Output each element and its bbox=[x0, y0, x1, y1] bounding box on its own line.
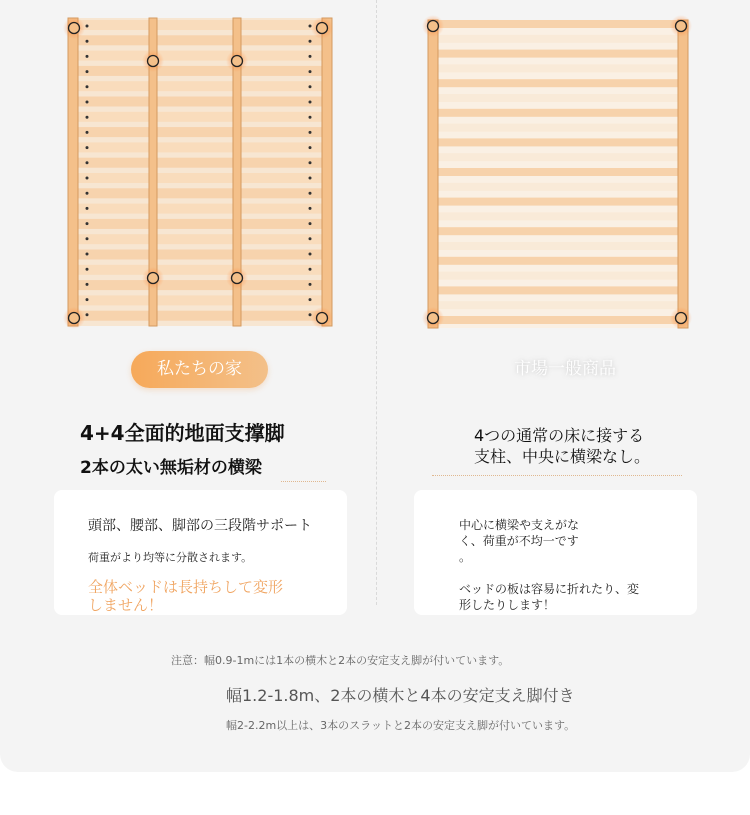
market-card-text-4: ベッドの板は容易に折れたり、変 bbox=[459, 582, 640, 596]
slat bbox=[78, 295, 322, 305]
support-leg bbox=[232, 273, 243, 284]
screw-dot bbox=[86, 253, 89, 256]
slat bbox=[78, 20, 322, 30]
slat bbox=[438, 257, 678, 265]
our-heading-line1: 4+4全面的地面支撑脚 bbox=[80, 421, 285, 445]
slat bbox=[78, 280, 322, 290]
market-card-text-2: く、荷重が不均一です bbox=[459, 534, 579, 548]
screw-dot bbox=[86, 55, 89, 58]
slat bbox=[78, 81, 322, 91]
slat bbox=[438, 64, 678, 72]
slat bbox=[438, 316, 678, 324]
screw-dot bbox=[309, 237, 312, 240]
support-leg bbox=[317, 23, 328, 34]
slat bbox=[438, 124, 678, 132]
our-card-title: 頭部、腰部、脚部の三段階サポート bbox=[88, 518, 312, 534]
screw-dot bbox=[86, 85, 89, 88]
slat bbox=[438, 301, 678, 309]
slat bbox=[78, 35, 322, 45]
screw-dot bbox=[86, 131, 89, 134]
screw-dot bbox=[309, 222, 312, 225]
slat bbox=[78, 311, 322, 321]
screw-dot bbox=[86, 268, 89, 271]
market-bed-frame-diagram bbox=[422, 14, 694, 334]
screw-dot bbox=[309, 161, 312, 164]
slat bbox=[78, 112, 322, 122]
support-leg bbox=[148, 56, 159, 67]
screw-dot bbox=[309, 131, 312, 134]
support-leg bbox=[428, 313, 439, 324]
screw-dot bbox=[86, 70, 89, 73]
screw-dot bbox=[309, 313, 312, 316]
slat bbox=[438, 50, 678, 58]
support-leg bbox=[148, 273, 159, 284]
side-rail-right bbox=[678, 20, 688, 328]
slat bbox=[438, 227, 678, 235]
screw-dot bbox=[309, 101, 312, 104]
side-rail-left bbox=[68, 18, 78, 326]
slat bbox=[78, 66, 322, 76]
slat bbox=[78, 204, 322, 214]
slat bbox=[438, 272, 678, 280]
slat bbox=[438, 79, 678, 87]
screw-dot bbox=[309, 268, 312, 271]
screw-dot bbox=[309, 55, 312, 58]
slat bbox=[438, 286, 678, 294]
slat bbox=[438, 212, 678, 220]
screw-dot bbox=[86, 161, 89, 164]
screw-dot bbox=[86, 298, 89, 301]
support-leg bbox=[69, 23, 80, 34]
market-card-text-5: 形したりします！ bbox=[459, 598, 556, 612]
our-product-badge: 私たちの家 bbox=[131, 351, 268, 388]
screw-dot bbox=[86, 313, 89, 316]
screw-dot bbox=[309, 146, 312, 149]
screw-dot bbox=[309, 177, 312, 180]
market-heading-line1: 4つの通常の床に接する bbox=[474, 426, 645, 445]
market-product-badge: 市場一般商品 bbox=[514, 359, 616, 379]
screw-dot bbox=[86, 192, 89, 195]
support-leg bbox=[676, 313, 687, 324]
heading-underline bbox=[432, 475, 682, 476]
slat bbox=[78, 265, 322, 275]
slat bbox=[438, 20, 678, 28]
our-card-subtext: 荷重がより均等に分散されます。 bbox=[88, 551, 253, 564]
support-leg bbox=[317, 313, 328, 324]
support-leg bbox=[232, 56, 243, 67]
market-heading-line2: 支柱、中央に横梁なし。 bbox=[474, 447, 651, 466]
screw-dot bbox=[309, 283, 312, 286]
slats-group bbox=[438, 20, 678, 324]
support-leg bbox=[69, 313, 80, 324]
screw-dot bbox=[86, 222, 89, 225]
slat bbox=[438, 153, 678, 161]
screw-dot bbox=[86, 101, 89, 104]
side-rail-right bbox=[322, 18, 332, 326]
slat bbox=[78, 158, 322, 168]
slat bbox=[438, 109, 678, 117]
heading-underline bbox=[281, 481, 326, 482]
screw-dot bbox=[86, 177, 89, 180]
screw-dot bbox=[309, 70, 312, 73]
slat bbox=[438, 35, 678, 43]
screw-dot bbox=[86, 40, 89, 43]
slat bbox=[78, 188, 322, 198]
our-heading-line2: 2本の太い無垢材の横梁 bbox=[80, 458, 262, 478]
note-line-2: 幅1.2-1.8m、2本の横木と4本の安定支え脚付き bbox=[226, 686, 575, 705]
slat bbox=[438, 198, 678, 206]
screw-dot bbox=[86, 207, 89, 210]
center-divider bbox=[376, 0, 377, 605]
slat bbox=[438, 168, 678, 176]
our-card-highlight-1: 全体ベッドは長持ちして変形 bbox=[88, 578, 284, 596]
screw-dot bbox=[86, 146, 89, 149]
slat bbox=[438, 183, 678, 191]
slat bbox=[78, 250, 322, 260]
support-leg bbox=[676, 21, 687, 32]
slat bbox=[78, 51, 322, 61]
side-rail-left bbox=[428, 20, 438, 328]
our-bed-frame-diagram bbox=[60, 12, 340, 334]
slat bbox=[78, 219, 322, 229]
slat bbox=[78, 97, 322, 107]
screw-dot bbox=[309, 85, 312, 88]
screw-dot bbox=[86, 237, 89, 240]
slat bbox=[438, 242, 678, 250]
slat bbox=[438, 138, 678, 146]
slat bbox=[78, 142, 322, 152]
market-card-text-3: 。 bbox=[459, 550, 472, 564]
screw-dot bbox=[86, 25, 89, 28]
screw-dot bbox=[309, 116, 312, 119]
note-line-1: 注意：幅0.9-1mには1本の横木と2本の安定支え脚が付いています。 bbox=[171, 654, 510, 667]
note-line-3: 幅2-2.2m以上は、3本のスラットと2本の安定支え脚が付いています。 bbox=[226, 719, 576, 732]
screw-dot bbox=[86, 283, 89, 286]
support-leg bbox=[428, 21, 439, 32]
screw-dot bbox=[309, 253, 312, 256]
slat bbox=[438, 94, 678, 102]
market-card-text-1: 中心に横梁や支えがな bbox=[459, 518, 580, 532]
bed-base bbox=[68, 18, 332, 326]
our-card-highlight-2: しません！ bbox=[88, 596, 164, 614]
screw-dot bbox=[86, 116, 89, 119]
screw-dot bbox=[309, 40, 312, 43]
slat bbox=[78, 234, 322, 244]
screw-dot bbox=[309, 192, 312, 195]
screw-dot bbox=[309, 298, 312, 301]
screw-dot bbox=[309, 207, 312, 210]
slat bbox=[78, 127, 322, 137]
slat bbox=[78, 173, 322, 183]
